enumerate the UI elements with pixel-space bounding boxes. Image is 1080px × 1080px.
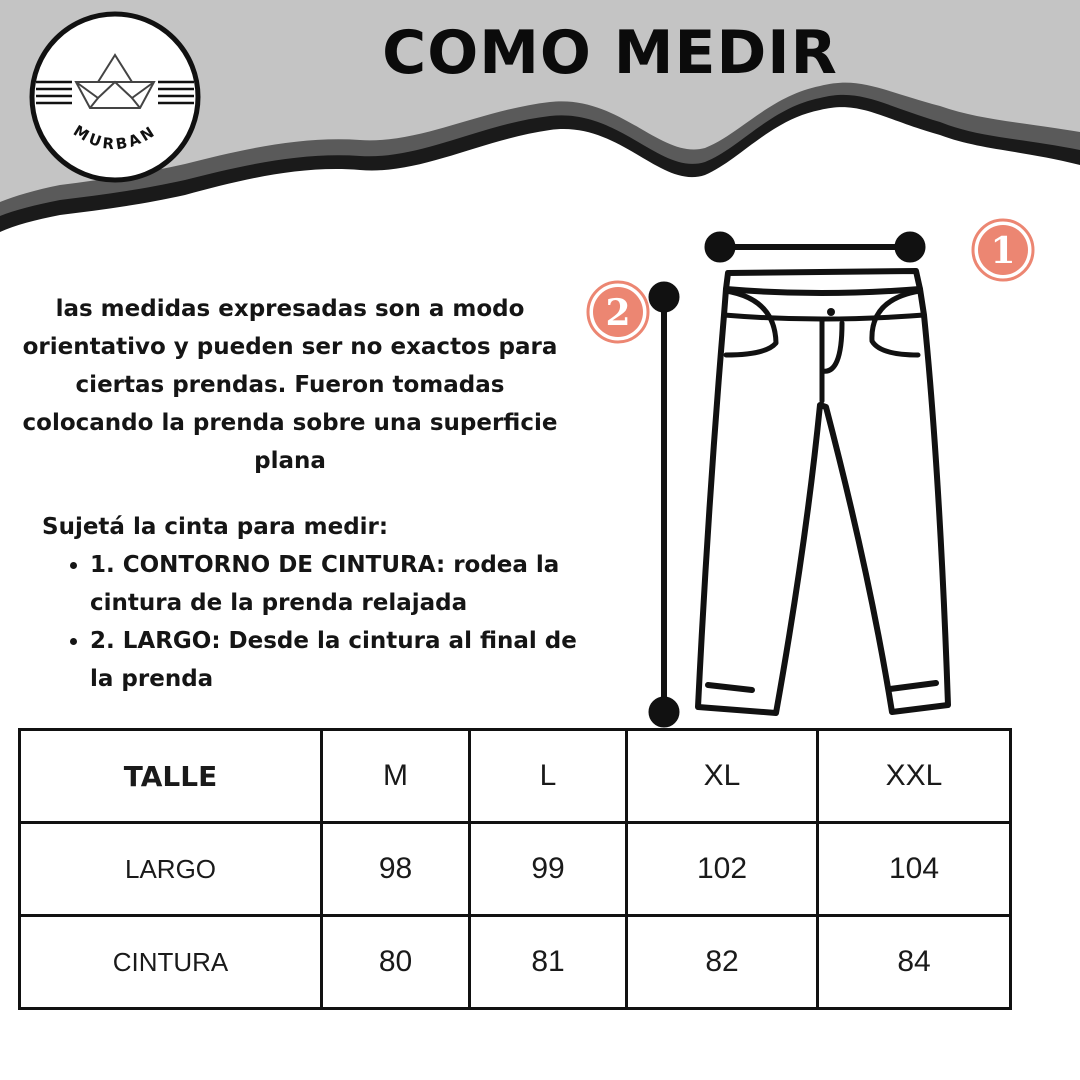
table-cell: 102	[627, 823, 818, 916]
instructions-heading: Sujetá la cinta para medir:	[42, 514, 389, 540]
marker-2-label: 2	[605, 292, 631, 334]
table-cell: 82	[627, 916, 818, 1009]
table-cell: 98	[322, 823, 470, 916]
table-header-cell: L	[470, 730, 627, 823]
page-title: COMO MEDIR	[382, 18, 838, 88]
list-item: • 2. LARGO: Desde la cintura al final de la prenda	[90, 622, 602, 698]
table-row	[20, 823, 1011, 916]
table-header-cell: XL	[627, 730, 818, 823]
table-row-label: LARGO	[20, 823, 322, 916]
table-cell: 99	[470, 823, 627, 916]
instructions	[42, 508, 602, 698]
measurement-diagram	[580, 215, 1060, 730]
instructions-list	[42, 546, 602, 698]
table-header-cell: M	[322, 730, 470, 823]
table-header-row	[20, 730, 1011, 823]
list-item: • 1. CONTORNO DE CINTURA: rodea la cintura de la prenda relajada	[90, 546, 602, 622]
table-header-cell: XXL	[818, 730, 1011, 823]
marker-1-badge	[973, 220, 1033, 280]
marker-1-label: 1	[990, 230, 1016, 272]
table-cell: 80	[322, 916, 470, 1009]
intro-text: las medidas expresadas son a modo orientativo y pueden ser no exactos para ciertas prendas. Fueron tomadas colocando la prenda sobre una superficie plana	[22, 296, 558, 474]
length-measure-line	[649, 282, 679, 727]
table-header-cell: TALLE	[20, 730, 322, 823]
waist-measure-line	[705, 232, 925, 262]
table-cell: 81	[470, 916, 627, 1009]
logo-brand-text: MURBAN	[70, 121, 160, 154]
table-cell: 104	[818, 823, 1011, 916]
size-table	[18, 728, 1012, 1010]
table-cell: 84	[818, 916, 1011, 1009]
marker-2-badge	[588, 282, 648, 342]
jeans-icon	[698, 271, 948, 713]
table-row	[20, 916, 1011, 1009]
murban-logo	[28, 10, 202, 184]
table-row-label: CINTURA	[20, 916, 322, 1009]
